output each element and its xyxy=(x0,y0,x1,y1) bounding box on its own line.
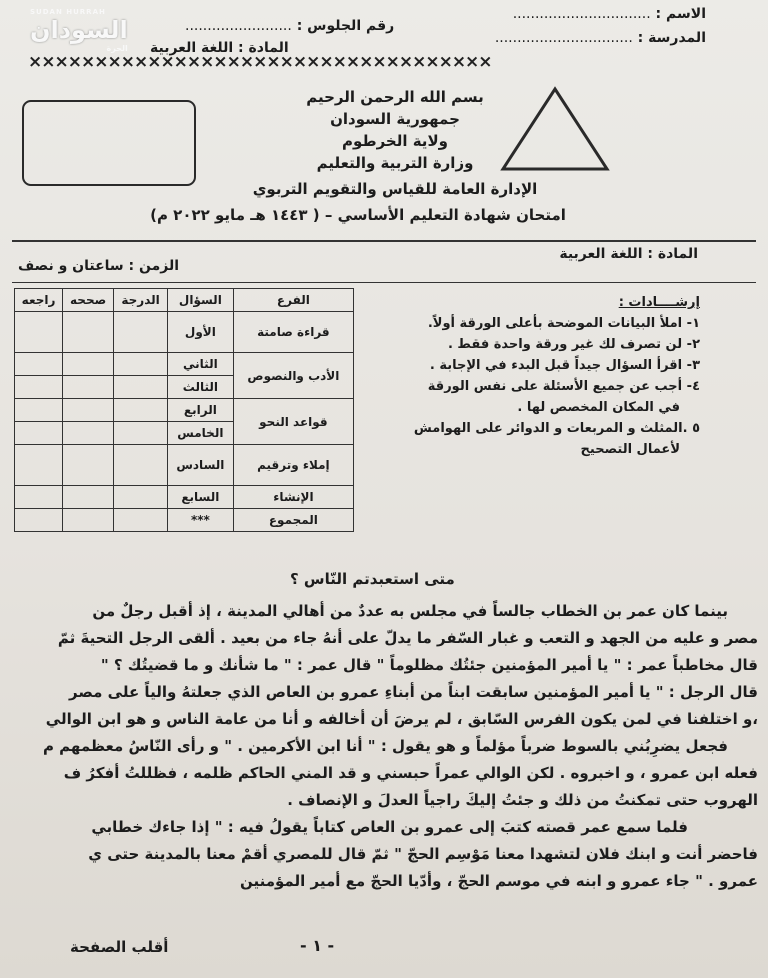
passage-line: ،و اختلفنا في لمن يكون الفرس السّابق ، لم يرضَ أن أخالفه و أنا من عامة الناس و هو ابن الوالي xyxy=(45,710,758,728)
seat-field xyxy=(185,18,394,34)
instruction-item: ٤- أجب عن جميع الأسئلة على نفس الورقة xyxy=(427,379,700,394)
passage-line: فعله ابن عمرو ، و اخبروه . لكن الوالي عمراً حبسني و قد المني الحاكم ظلمه ، فظللتُ أفكرُ ف xyxy=(63,764,758,782)
school-label: المدرسة : xyxy=(637,30,706,46)
reviewer-cell xyxy=(15,399,63,422)
corrector-cell xyxy=(63,312,114,353)
grading-table xyxy=(14,288,354,532)
grading-table-header xyxy=(15,289,354,312)
instruction-item: ٥ .المثلث و المربعات و الدوائر على الهوامش xyxy=(413,421,700,436)
seat-dots: ........................ xyxy=(185,18,292,34)
name-dots: ............................... xyxy=(512,6,651,22)
corrector-cell xyxy=(63,445,114,486)
score-box xyxy=(22,100,196,186)
table-row xyxy=(15,486,354,509)
question-cell: السابع xyxy=(167,486,233,509)
grade-cell xyxy=(114,312,168,353)
passage-title: متى استعبدتم النّاس ؟ xyxy=(290,570,455,588)
x-border: ××××××××××××××××××××××××××××××××××× xyxy=(28,52,492,72)
instruction-item: ٢- لن تصرف لك غير ورقة واحدة فقط . xyxy=(447,337,700,352)
reviewer-cell xyxy=(15,353,63,376)
table-row xyxy=(15,312,354,353)
title-basmala: بسم الله الرحمن الرحيم xyxy=(306,88,484,106)
branch-cell: قواعد النحو xyxy=(233,399,353,445)
branch-cell: الإنشاء xyxy=(233,486,353,509)
passage-body xyxy=(0,598,758,895)
name-field xyxy=(513,6,706,22)
header-question: السؤال xyxy=(167,289,233,312)
header-corrected: صححه xyxy=(63,289,114,312)
grade-cell xyxy=(114,422,168,445)
instruction-item: لأعمال التصحيح xyxy=(580,442,680,457)
reviewer-cell xyxy=(15,422,63,445)
question-cell: السادس xyxy=(167,445,233,486)
seat-label: رقم الجلوس : xyxy=(296,18,395,34)
branch-cell: المجموع xyxy=(233,509,353,532)
reviewer-cell xyxy=(15,445,63,486)
watermark-en: SUDAN HURRAH xyxy=(30,8,106,16)
grade-cell xyxy=(114,353,168,376)
corrector-cell xyxy=(63,486,114,509)
passage-line: الهروب حتى تمكنتُ من ذلك و جئتُ إليكَ راجياً العدلَ و الإنصاف . xyxy=(287,791,758,809)
corrector-cell xyxy=(63,399,114,422)
reviewer-cell xyxy=(15,509,63,532)
passage-line: قال مخاطباً عمر : " يا أمير المؤمنين جئتُك مظلوماً " قال عمر : " ما شأنك و ما قضيتُك ؟ " xyxy=(100,656,758,674)
turn-page-label: أقلب الصفحة xyxy=(70,938,169,956)
passage-line: قال الرجل : " يا أمير المؤمنين سابقت ابناً من أبناءِ عمرو بن العاص الذي جعلتهُ والياً على مصر xyxy=(69,683,758,701)
watermark-ar: السودان xyxy=(30,16,128,44)
school-field xyxy=(495,30,706,46)
question-cell: الثالث xyxy=(167,376,233,399)
branch-cell: الأدب والنصوص xyxy=(233,353,353,399)
page-number: - ١ - xyxy=(300,936,335,955)
passage-line: بينما كان عمر بن الخطاب جالساً في مجلس به عددٌ من أهالي المدينة ، إذ أقبل رجلٌ من xyxy=(92,602,728,620)
instructions xyxy=(380,292,700,460)
grade-cell xyxy=(114,399,168,422)
header-reviewed: راجعه xyxy=(15,289,63,312)
grade-cell xyxy=(114,509,168,532)
grade-cell xyxy=(114,376,168,399)
branch-cell: إملاء وترقيم xyxy=(233,445,353,486)
table-row xyxy=(15,445,354,486)
corrector-cell xyxy=(63,509,114,532)
passage-line: عمرو . " جاء عمرو و ابنه في موسم الحجّ ، وأدّيا الحجّ مع أمير المؤمنين xyxy=(240,872,758,890)
instruction-item: ١- املأ البيانات الموضحة بأعلى الورقة أولاً. xyxy=(427,316,700,331)
header-branch: الفرع xyxy=(233,289,353,312)
question-cell: الخامس xyxy=(167,422,233,445)
question-cell: الرابع xyxy=(167,399,233,422)
instruction-item: ٣- اقرأ السؤال جيداً قبل البدء في الإجابة . xyxy=(429,358,700,373)
title-state: ولاية الخرطوم xyxy=(342,132,448,150)
title-department: الإدارة العامة للقياس والتقويم التربوي xyxy=(252,180,538,198)
name-label: الاسم : xyxy=(655,6,706,22)
subject-label: المادة : اللغة العربية xyxy=(559,246,698,262)
passage-line: فجعل يضرِبُني بالسوط ضرباً مؤلماً و هو يقول : " أنا ابن الأكرمين . " و رأى النّاسُ معظمهم م xyxy=(42,737,728,755)
school-dots: ............................... xyxy=(494,30,633,46)
corrector-cell xyxy=(63,422,114,445)
question-cell: *** xyxy=(167,509,233,532)
instruction-item: في المكان المخصص لها . xyxy=(517,400,680,415)
corrector-cell xyxy=(63,376,114,399)
table-row xyxy=(15,399,354,422)
passage-line: فاحضر أنت و ابنك فلان لتشهدا معنا مَوْسِم الحجّ " ثمّ قال للمصري أقمْ معنا بالمدينة حتى ي xyxy=(88,845,758,863)
table-row xyxy=(15,353,354,376)
reviewer-cell xyxy=(15,312,63,353)
question-cell: الأول xyxy=(167,312,233,353)
title-exam: امتحان شهادة التعليم الأساسي – ( ١٤٤٣ هـ مايو ٢٠٢٢ م) xyxy=(150,206,566,224)
instructions-heading: إرشــــادات : xyxy=(618,295,700,310)
grade-cell xyxy=(114,445,168,486)
title-republic: جمهورية السودان xyxy=(330,110,460,128)
table-row xyxy=(15,509,354,532)
title-ministry: وزارة التربية والتعليم xyxy=(316,154,474,172)
grade-cell xyxy=(114,486,168,509)
subject-short: المادة : اللغة العربية xyxy=(150,40,289,56)
reviewer-cell xyxy=(15,486,63,509)
divider-bottom xyxy=(12,282,756,283)
reviewer-cell xyxy=(15,376,63,399)
watermark-sub: الحرة xyxy=(106,44,128,53)
time-label: الزمن : ساعتان و نصف xyxy=(18,258,180,274)
branch-cell: قراءة صامتة xyxy=(233,312,353,353)
header-grade: الدرجة xyxy=(114,289,168,312)
divider-top xyxy=(12,240,756,242)
passage-line: مصر و عليه من الجهد و التعب و غبار السّفر ما يدلّ على أنهُ جاء من بعيد . ألقى الرجل التحيةَ ثمّ xyxy=(57,629,758,647)
passage-line: فلما سمع عمر قصته كتبَ إلى عمرو بن العاص كتاباً يقولُ فيه : " إذا جاءك خطابي xyxy=(91,818,688,836)
question-cell: الثاني xyxy=(167,353,233,376)
watermark-logo xyxy=(30,8,128,53)
corrector-cell xyxy=(63,353,114,376)
